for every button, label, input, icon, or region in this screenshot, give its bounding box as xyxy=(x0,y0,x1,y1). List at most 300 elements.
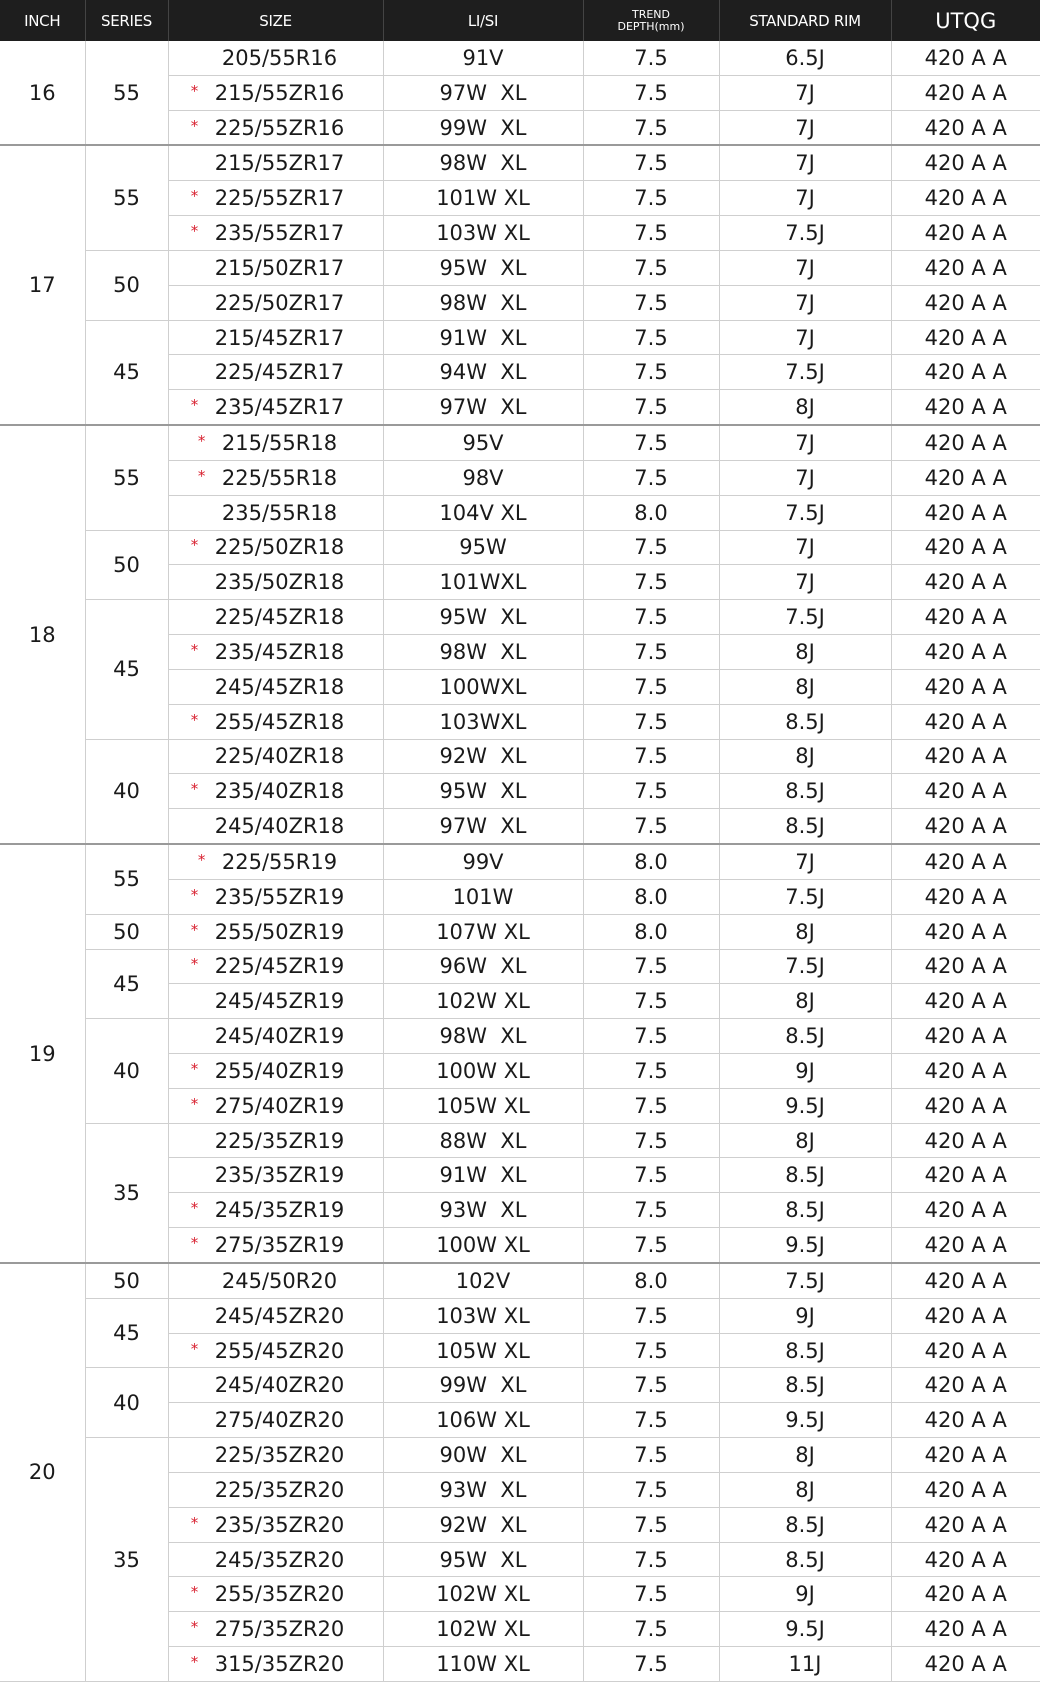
depth-cell: 7.5 xyxy=(583,320,719,355)
header-lisi xyxy=(383,0,583,41)
size-cell xyxy=(168,390,383,425)
size-value: 225/45ZR18 xyxy=(214,605,345,630)
lisi-cell: 110W XL xyxy=(383,1647,583,1682)
lisi-cell: 93W XL xyxy=(383,1193,583,1228)
size-wrap xyxy=(190,1198,345,1223)
size-cell xyxy=(168,844,383,879)
rim-cell: 8J xyxy=(719,669,891,704)
utqg-cell: 420 A A xyxy=(891,984,1040,1019)
lisi-cell: 92W XL xyxy=(383,1507,583,1542)
header-utqg-label: UTQG xyxy=(935,8,997,33)
rim-cell: 8.5J xyxy=(719,1333,891,1368)
lisi-cell: 95W XL xyxy=(383,774,583,809)
rim-cell: 11J xyxy=(719,1647,891,1682)
star-icon: * xyxy=(190,116,199,135)
size-value: 245/45ZR19 xyxy=(214,989,345,1014)
utqg-cell: 420 A A xyxy=(891,1228,1040,1263)
utqg-cell: 420 A A xyxy=(891,216,1040,251)
size-value: 225/40ZR18 xyxy=(214,744,345,769)
size-value: 215/55ZR16 xyxy=(214,80,345,105)
size-value: 315/35ZR20 xyxy=(214,1652,345,1677)
lisi-cell: 103W XL xyxy=(383,1298,583,1333)
rim-cell: 8J xyxy=(719,635,891,670)
header-size xyxy=(168,0,383,41)
star-icon: * xyxy=(190,640,199,659)
depth-cell: 7.5 xyxy=(583,1472,719,1507)
size-cell xyxy=(168,1577,383,1612)
size-value: 245/45ZR20 xyxy=(214,1303,345,1328)
depth-cell: 7.5 xyxy=(583,1403,719,1438)
utqg-cell: 420 A A xyxy=(891,1193,1040,1228)
lisi-cell: 96W XL xyxy=(383,949,583,984)
lisi-cell: 98V xyxy=(383,460,583,495)
size-wrap xyxy=(207,291,345,315)
size-value: 225/35ZR20 xyxy=(214,1443,345,1468)
rim-cell: 8J xyxy=(719,1123,891,1158)
size-value: 245/40ZR20 xyxy=(214,1373,345,1398)
lisi-cell: 90W XL xyxy=(383,1438,583,1473)
rim-cell: 7.5J xyxy=(719,949,891,984)
series-cell: 45 xyxy=(85,1298,168,1368)
size-cell xyxy=(168,1612,383,1647)
inch-cell: 18 xyxy=(0,425,85,844)
table-row xyxy=(0,1438,1040,1473)
header-size-label: SIZE xyxy=(259,12,292,30)
depth-cell: 7.5 xyxy=(583,425,719,460)
lisi-cell: 99W XL xyxy=(383,1368,583,1403)
size-value: 245/35ZR19 xyxy=(214,1198,345,1223)
size-value: 235/55ZR17 xyxy=(214,221,345,246)
rim-cell: 8.5J xyxy=(719,1507,891,1542)
lisi-cell: 92W XL xyxy=(383,739,583,774)
lisi-cell: 105W XL xyxy=(383,1088,583,1123)
utqg-cell: 420 A A xyxy=(891,1647,1040,1682)
depth-cell: 7.5 xyxy=(583,75,719,110)
size-cell xyxy=(168,949,383,984)
utqg-cell: 420 A A xyxy=(891,285,1040,320)
utqg-cell: 420 A A xyxy=(891,145,1040,180)
depth-cell: 7.5 xyxy=(583,1158,719,1193)
lisi-cell: 102W XL xyxy=(383,1612,583,1647)
lisi-cell: 95W XL xyxy=(383,1542,583,1577)
rim-cell: 7J xyxy=(719,425,891,460)
size-cell xyxy=(168,1228,383,1263)
rim-cell: 7.5J xyxy=(719,879,891,914)
depth-cell: 7.5 xyxy=(583,41,719,75)
size-wrap xyxy=(190,1617,345,1642)
table-row xyxy=(0,1123,1040,1158)
series-cell: 55 xyxy=(85,41,168,145)
star-icon: * xyxy=(190,1094,199,1113)
lisi-cell: 94W XL xyxy=(383,355,583,390)
size-cell xyxy=(168,1019,383,1054)
star-icon: * xyxy=(190,1618,199,1637)
size-cell xyxy=(168,355,383,390)
depth-cell: 7.5 xyxy=(583,145,719,180)
rim-cell: 7J xyxy=(719,844,891,879)
rim-cell: 8.5J xyxy=(719,1158,891,1193)
size-value: 255/40ZR19 xyxy=(214,1058,345,1083)
rim-cell: 9.5J xyxy=(719,1403,891,1438)
star-icon: * xyxy=(190,1059,199,1078)
rim-cell: 8J xyxy=(719,390,891,425)
size-value: 225/55R19 xyxy=(221,849,338,874)
size-cell xyxy=(168,495,383,530)
size-wrap xyxy=(190,1582,345,1607)
size-value: 215/50ZR17 xyxy=(214,255,345,280)
size-cell xyxy=(168,110,383,145)
size-value: 205/55R16 xyxy=(221,45,338,70)
table-row xyxy=(0,1368,1040,1403)
size-wrap xyxy=(207,744,345,768)
rim-cell: 8.5J xyxy=(719,809,891,844)
size-cell xyxy=(168,285,383,320)
rim-cell: 9J xyxy=(719,1298,891,1333)
size-value: 255/45ZR20 xyxy=(214,1338,345,1363)
table-row xyxy=(0,1019,1040,1054)
utqg-cell: 420 A A xyxy=(891,600,1040,635)
utqg-cell: 420 A A xyxy=(891,250,1040,285)
table-body xyxy=(0,41,1040,1682)
star-icon: * xyxy=(190,536,199,555)
utqg-cell: 420 A A xyxy=(891,704,1040,739)
table-row xyxy=(0,250,1040,285)
lisi-cell: 95W xyxy=(383,530,583,565)
header-series-label: SERIES xyxy=(100,12,153,30)
size-cell xyxy=(168,1333,383,1368)
depth-cell: 7.5 xyxy=(583,774,719,809)
header-rim-label: STANDARD RIM xyxy=(749,12,861,30)
lisi-cell: 99W XL xyxy=(383,110,583,145)
size-cell xyxy=(168,1507,383,1542)
table-row xyxy=(0,145,1040,180)
lisi-cell: 102W XL xyxy=(383,984,583,1019)
utqg-cell: 420 A A xyxy=(891,1333,1040,1368)
rim-cell: 7.5J xyxy=(719,1263,891,1298)
series-cell: 45 xyxy=(85,320,168,425)
rim-cell: 8J xyxy=(719,984,891,1019)
size-cell xyxy=(168,565,383,600)
header-rim xyxy=(719,0,891,41)
rim-cell: 7.5J xyxy=(719,216,891,251)
utqg-cell: 420 A A xyxy=(891,739,1040,774)
utqg-cell: 420 A A xyxy=(891,669,1040,704)
table-row xyxy=(0,425,1040,460)
size-cell xyxy=(168,181,383,216)
size-wrap xyxy=(214,501,337,525)
size-cell xyxy=(168,1438,383,1473)
lisi-cell: 101W xyxy=(383,879,583,914)
size-wrap xyxy=(207,1548,345,1572)
size-value: 225/45ZR17 xyxy=(214,360,345,385)
size-cell xyxy=(168,1403,383,1438)
utqg-cell: 420 A A xyxy=(891,425,1040,460)
depth-cell: 7.5 xyxy=(583,635,719,670)
lisi-cell: 98W XL xyxy=(383,635,583,670)
lisi-cell: 91W XL xyxy=(383,1158,583,1193)
series-cell: 40 xyxy=(85,1368,168,1438)
series-cell: 40 xyxy=(85,739,168,844)
table-row xyxy=(0,530,1040,565)
utqg-cell: 420 A A xyxy=(891,879,1040,914)
table-row xyxy=(0,739,1040,774)
inch-cell: 16 xyxy=(0,41,85,145)
size-value: 235/40ZR18 xyxy=(214,779,345,804)
rim-cell: 9.5J xyxy=(719,1088,891,1123)
size-wrap xyxy=(207,1163,345,1187)
utqg-cell: 420 A A xyxy=(891,75,1040,110)
size-cell xyxy=(168,216,383,251)
size-value: 245/35ZR20 xyxy=(214,1547,345,1572)
lisi-cell: 95V xyxy=(383,425,583,460)
lisi-cell: 107W XL xyxy=(383,914,583,949)
size-value: 235/45ZR17 xyxy=(214,395,345,420)
header-lisi-label: LI/SI xyxy=(467,12,499,30)
size-cell xyxy=(168,1472,383,1507)
size-wrap xyxy=(197,465,338,490)
rim-cell: 7.5J xyxy=(719,495,891,530)
star-icon: * xyxy=(190,885,199,904)
size-cell xyxy=(168,1193,383,1228)
size-value: 215/55R18 xyxy=(221,431,338,455)
size-cell xyxy=(168,879,383,914)
depth-cell: 7.5 xyxy=(583,1612,719,1647)
depth-cell: 8.0 xyxy=(583,914,719,949)
size-value: 235/45ZR18 xyxy=(214,639,345,664)
depth-cell: 7.5 xyxy=(583,1193,719,1228)
depth-cell: 7.5 xyxy=(583,1577,719,1612)
lisi-cell: 98W XL xyxy=(383,145,583,180)
lisi-cell: 100WXL xyxy=(383,669,583,704)
utqg-cell: 420 A A xyxy=(891,1298,1040,1333)
size-value: 225/35ZR20 xyxy=(214,1477,345,1502)
utqg-cell: 420 A A xyxy=(891,809,1040,844)
lisi-cell: 98W XL xyxy=(383,285,583,320)
utqg-cell: 420 A A xyxy=(891,110,1040,145)
star-icon: * xyxy=(190,187,199,206)
size-value: 275/35ZR20 xyxy=(214,1617,345,1642)
utqg-cell: 420 A A xyxy=(891,1612,1040,1647)
size-cell xyxy=(168,1263,383,1298)
size-wrap xyxy=(190,954,345,979)
lisi-cell: 100W XL xyxy=(383,1054,583,1089)
depth-cell: 7.5 xyxy=(583,390,719,425)
header-inch-label: INCH xyxy=(24,12,61,30)
inch-cell: 17 xyxy=(0,145,85,425)
lisi-cell: 103W XL xyxy=(383,216,583,251)
utqg-cell: 420 A A xyxy=(891,1088,1040,1123)
header-series xyxy=(85,0,168,41)
header-depth-line1: TREND xyxy=(631,7,670,21)
rim-cell: 9J xyxy=(719,1054,891,1089)
lisi-cell: 93W XL xyxy=(383,1472,583,1507)
depth-cell: 7.5 xyxy=(583,565,719,600)
size-value: 245/50R20 xyxy=(221,1268,338,1293)
utqg-cell: 420 A A xyxy=(891,355,1040,390)
utqg-cell: 420 A A xyxy=(891,1472,1040,1507)
series-cell: 55 xyxy=(85,425,168,530)
size-wrap xyxy=(207,814,345,838)
star-icon: * xyxy=(190,1199,199,1218)
size-wrap xyxy=(207,151,345,175)
lisi-cell: 103WXL xyxy=(383,704,583,739)
depth-cell: 7.5 xyxy=(583,600,719,635)
table-row xyxy=(0,844,1040,879)
series-cell: 40 xyxy=(85,1019,168,1123)
size-wrap xyxy=(190,1338,345,1363)
depth-cell: 7.5 xyxy=(583,1298,719,1333)
table-row xyxy=(0,914,1040,949)
table-row xyxy=(0,320,1040,355)
size-wrap xyxy=(190,639,345,664)
depth-cell: 7.5 xyxy=(583,1123,719,1158)
size-cell xyxy=(168,1298,383,1333)
lisi-cell: 97W XL xyxy=(383,390,583,425)
size-wrap xyxy=(207,1304,345,1328)
depth-cell: 7.5 xyxy=(583,110,719,145)
size-cell xyxy=(168,914,383,949)
size-cell xyxy=(168,600,383,635)
series-cell: 50 xyxy=(85,250,168,320)
size-wrap xyxy=(190,80,345,105)
rim-cell: 7J xyxy=(719,530,891,565)
rim-cell: 9.5J xyxy=(719,1228,891,1263)
size-value: 215/55ZR17 xyxy=(214,151,345,176)
depth-cell: 7.5 xyxy=(583,1542,719,1577)
depth-cell: 7.5 xyxy=(583,216,719,251)
lisi-cell: 97W XL xyxy=(383,809,583,844)
utqg-cell: 420 A A xyxy=(891,914,1040,949)
utqg-cell: 420 A A xyxy=(891,320,1040,355)
lisi-cell: 95W XL xyxy=(383,250,583,285)
star-icon: * xyxy=(190,1513,199,1532)
utqg-cell: 420 A A xyxy=(891,495,1040,530)
size-wrap xyxy=(197,849,338,874)
size-wrap xyxy=(190,1233,345,1258)
size-wrap xyxy=(207,1129,345,1153)
lisi-cell: 104V XL xyxy=(383,495,583,530)
depth-cell: 7.5 xyxy=(583,1333,719,1368)
rim-cell: 7J xyxy=(719,565,891,600)
utqg-cell: 420 A A xyxy=(891,1054,1040,1089)
depth-cell: 7.5 xyxy=(583,530,719,565)
depth-cell: 7.5 xyxy=(583,1507,719,1542)
series-cell: 35 xyxy=(85,1123,168,1263)
depth-cell: 7.5 xyxy=(583,1054,719,1089)
size-value: 225/55ZR16 xyxy=(214,115,345,140)
utqg-cell: 420 A A xyxy=(891,530,1040,565)
rim-cell: 7J xyxy=(719,110,891,145)
depth-cell: 7.5 xyxy=(583,1228,719,1263)
size-wrap xyxy=(190,1058,345,1083)
size-wrap xyxy=(207,675,345,699)
size-wrap xyxy=(190,115,345,140)
size-value: 235/55ZR19 xyxy=(214,884,345,909)
size-value: 255/35ZR20 xyxy=(214,1582,345,1607)
rim-cell: 8.5J xyxy=(719,1193,891,1228)
size-wrap xyxy=(190,221,345,246)
series-cell: 45 xyxy=(85,600,168,739)
inch-cell: 20 xyxy=(0,1263,85,1682)
depth-cell: 7.5 xyxy=(583,250,719,285)
size-wrap xyxy=(207,1024,345,1048)
lisi-cell: 98W XL xyxy=(383,1019,583,1054)
size-value: 225/45ZR19 xyxy=(214,954,345,979)
table-row xyxy=(0,1298,1040,1333)
utqg-cell: 420 A A xyxy=(891,1577,1040,1612)
lisi-cell: 102V xyxy=(383,1263,583,1298)
star-icon: * xyxy=(197,850,206,869)
lisi-cell: 99V xyxy=(383,844,583,879)
size-wrap xyxy=(214,1269,337,1293)
size-cell xyxy=(168,320,383,355)
rim-cell: 7J xyxy=(719,145,891,180)
size-wrap xyxy=(207,1478,345,1502)
size-wrap xyxy=(190,779,345,804)
depth-cell: 7.5 xyxy=(583,949,719,984)
size-value: 225/35ZR19 xyxy=(214,1128,345,1153)
size-wrap xyxy=(207,1443,345,1467)
size-cell xyxy=(168,1368,383,1403)
header-depth xyxy=(583,0,719,41)
lisi-cell: 102W XL xyxy=(383,1577,583,1612)
depth-cell: 7.5 xyxy=(583,460,719,495)
rim-cell: 8J xyxy=(719,739,891,774)
size-cell xyxy=(168,145,383,180)
rim-cell: 8.5J xyxy=(719,1542,891,1577)
size-cell xyxy=(168,739,383,774)
utqg-cell: 420 A A xyxy=(891,460,1040,495)
size-cell xyxy=(168,530,383,565)
size-wrap xyxy=(190,1652,345,1677)
size-cell xyxy=(168,425,383,460)
rim-cell: 8J xyxy=(719,1438,891,1473)
size-wrap xyxy=(207,1408,345,1432)
rim-cell: 8.5J xyxy=(719,1368,891,1403)
star-icon: * xyxy=(190,1583,199,1602)
size-cell xyxy=(168,1542,383,1577)
star-icon: * xyxy=(190,1653,199,1672)
rim-cell: 7J xyxy=(719,181,891,216)
series-cell: 55 xyxy=(85,844,168,914)
depth-cell: 7.5 xyxy=(583,355,719,390)
size-cell xyxy=(168,250,383,285)
utqg-cell: 420 A A xyxy=(891,41,1040,75)
depth-cell: 7.5 xyxy=(583,669,719,704)
star-icon: * xyxy=(190,222,199,241)
size-wrap xyxy=(190,709,345,734)
star-icon: * xyxy=(190,1339,199,1358)
table-row xyxy=(0,1263,1040,1298)
utqg-cell: 420 A A xyxy=(891,1438,1040,1473)
size-value: 225/50ZR18 xyxy=(214,535,345,560)
size-wrap xyxy=(207,326,345,350)
size-cell xyxy=(168,41,383,75)
size-value: 275/40ZR20 xyxy=(214,1408,345,1433)
size-cell xyxy=(168,704,383,739)
size-cell xyxy=(168,1647,383,1682)
size-cell xyxy=(168,1088,383,1123)
size-value: 245/40ZR19 xyxy=(214,1024,345,1049)
size-wrap xyxy=(190,186,345,211)
utqg-cell: 420 A A xyxy=(891,565,1040,600)
star-icon: * xyxy=(190,955,199,974)
star-icon: * xyxy=(190,920,199,939)
size-cell xyxy=(168,984,383,1019)
size-value: 275/40ZR19 xyxy=(214,1093,345,1118)
utqg-cell: 420 A A xyxy=(891,1019,1040,1054)
depth-cell: 7.5 xyxy=(583,809,719,844)
